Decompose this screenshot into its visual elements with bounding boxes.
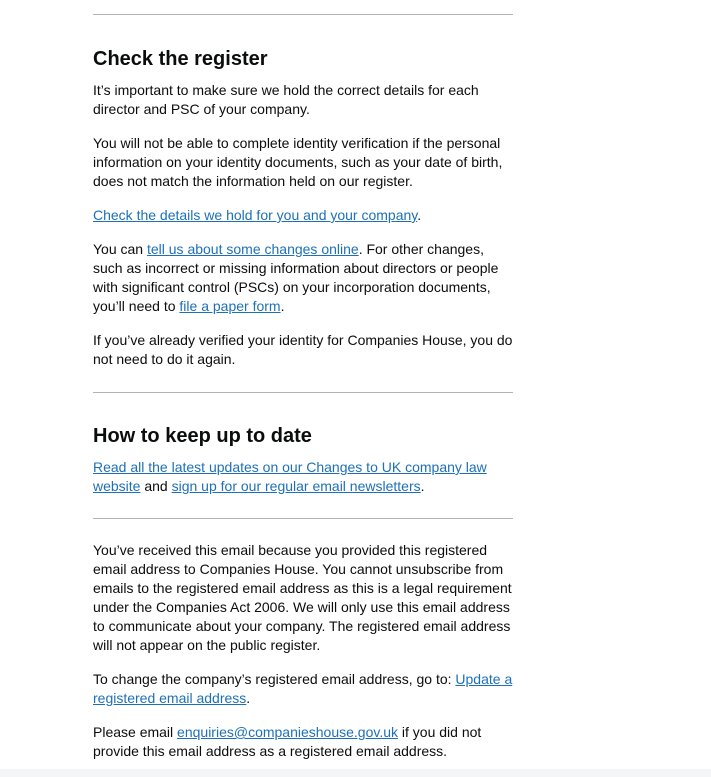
updates-and-text: and [140,478,172,494]
updates-end: . [420,478,425,494]
newsletter-signup-link[interactable]: sign up for our regular email newsletters [171,478,421,494]
divider-middle [93,392,513,393]
footer-contact-end: if you did not provide this email address as a registered email address. [93,724,482,759]
divider-top [93,14,513,15]
keep-up-to-date-section [93,424,513,496]
footer-change-email-paragraph [93,670,513,708]
email-body [93,0,513,761]
check-details-end: . [417,207,422,223]
paper-form-link[interactable]: file a paper form [179,298,281,314]
email-footer [93,541,513,761]
check-details-paragraph [93,206,513,225]
footer-contact-start: Please email [93,724,178,740]
changes-text-middle: . For other changes, such as incorrect or missing information about directors or people with significant control (PSCs) on your incorporation documents, you’ll need to [93,241,499,314]
keep-up-to-date-heading: How to keep up to date [93,425,312,447]
changes-online-link[interactable]: tell us about some changes online [146,241,359,257]
already-verified-paragraph: If you’ve already verified your identity for Companies House, you do not need to do it again. [93,332,513,367]
check-details-link[interactable]: Check the details we hold for you and your company [93,207,418,223]
identity-verification-paragraph: You will not be able to complete identity verification if the personal information on your identity documents, such as your date of birth, does not match the information held on our register. [93,135,503,189]
update-registered-email-link[interactable]: Update a registered email address [93,671,513,706]
check-register-intro: It’s important to make sure we hold the correct details for each director and PSC of your company. [93,82,479,117]
updates-paragraph [93,458,513,496]
company-law-updates-link[interactable]: Read all the latest updates on our Changes to UK company law website [93,459,487,494]
check-register-section [93,47,513,369]
enquiries-email-link[interactable]: enquiries@companieshouse.gov.uk [177,724,399,740]
footer-change-end: . [246,690,251,706]
changes-paragraph [93,240,513,316]
divider-bottom [93,518,513,519]
footer-contact-paragraph [93,723,513,761]
changes-text-end: . [280,298,285,314]
page-bottom-strip [0,769,711,777]
footer-change-text: To change the company’s registered email address, go to: [93,671,456,687]
check-register-heading: Check the register [93,48,268,70]
footer-registered-email-paragraph: You’ve received this email because you provided this registered email address to Companies House. You cannot unsubscribe from emails to the registered email address as this is a legal requirement under the Companies Act 2006. We will only use this email address to communicate about your company. The registered email address will not appear on the public register. [93,542,512,653]
changes-text-start: You can [93,241,147,257]
